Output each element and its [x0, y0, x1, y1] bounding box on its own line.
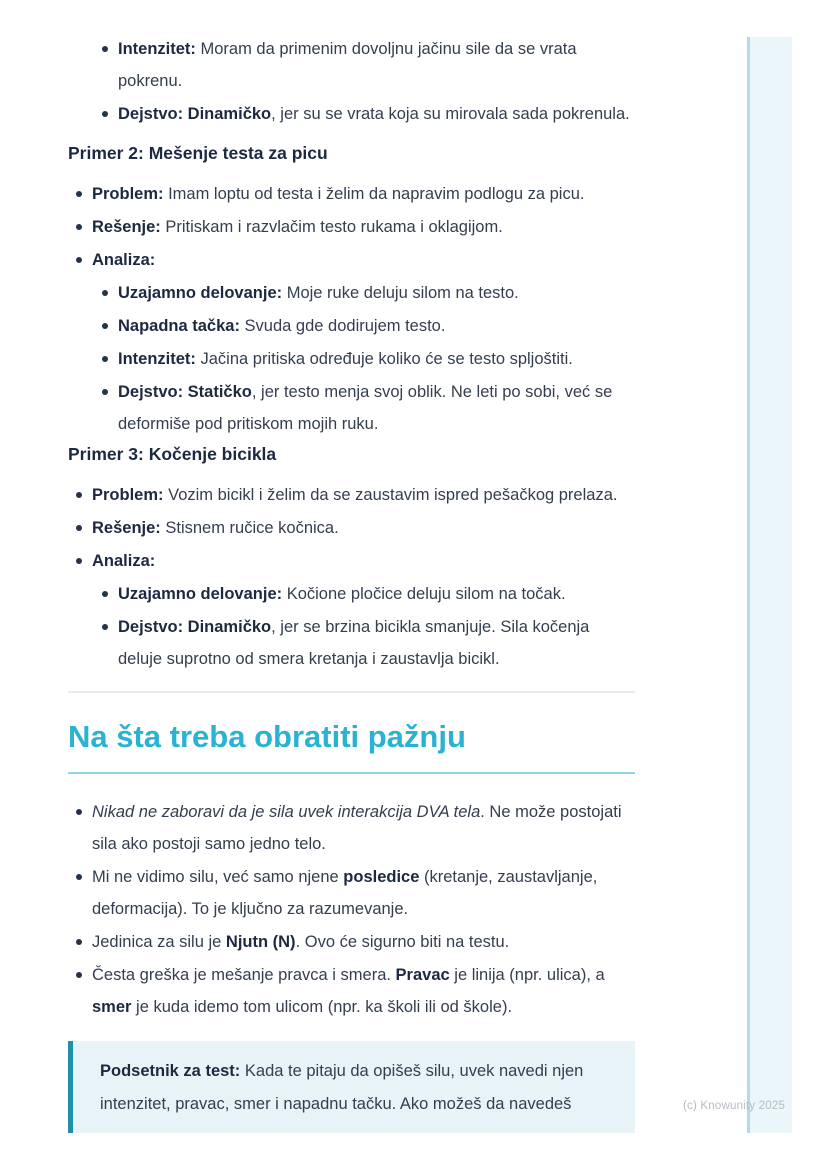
right-accent-band	[750, 37, 792, 1133]
attention-heading: Na šta treba obratiti pažnju	[68, 717, 635, 774]
list-item-text	[92, 868, 597, 918]
regular-text: Kočione pločice deluju silom na točak.	[282, 585, 566, 603]
regular-text: , jer su se vrata koja su mirovala sada pokrenula.	[271, 105, 630, 123]
bullet-icon	[76, 492, 82, 498]
list-item	[68, 545, 635, 577]
regular-text: Jedinica za silu je	[92, 933, 226, 951]
regular-text: je kuda idemo tom ulicom (npr. ka školi ili od škole).	[131, 998, 513, 1016]
list-item-text	[118, 284, 519, 302]
primer3-list	[68, 479, 635, 675]
regular-text: Imam loptu od testa i želim da napravim podlogu za picu.	[163, 185, 585, 203]
primer2-list	[68, 178, 635, 440]
section-divider	[68, 691, 635, 693]
bullet-icon	[76, 224, 82, 230]
list-item-text	[92, 251, 155, 269]
bullet-icon	[102, 356, 108, 362]
italic-text: Nikad ne zaboravi da je sila uvek interakcija DVA tela	[92, 803, 481, 821]
list-item	[94, 98, 635, 130]
page-content	[68, 33, 635, 1133]
intro-sublist	[68, 33, 635, 130]
list-item	[68, 178, 635, 210]
regular-text: Jačina pritiska određuje koliko će se testo spljoštiti.	[195, 350, 573, 368]
bold-text: Dejstvo: Statičko	[118, 383, 252, 401]
bullet-icon	[102, 323, 108, 329]
watermark: (c) Knowunity 2025	[683, 1100, 786, 1112]
list-item	[68, 926, 635, 958]
list-item-text	[118, 350, 573, 368]
bold-text: Analiza:	[92, 251, 156, 269]
attention-list	[68, 796, 635, 1023]
regular-text: , jer se brzina bicikla smanjuje. Sila kočenja deluje suprotno od smera kretanja i zaustavlja bicikl.	[118, 618, 590, 668]
list-item-text	[92, 519, 339, 537]
list-item	[94, 343, 635, 375]
list-item-text	[92, 966, 605, 1016]
list-item	[68, 244, 635, 276]
bullet-icon	[102, 624, 108, 630]
regular-text: Stisnem ručice kočnica.	[160, 519, 339, 537]
primer2-heading: Primer 2: Mešenje testa za picu	[68, 143, 328, 163]
regular-text: , jer testo menja svoj oblik. Ne leti po sobi, već se deformiše pod pritiskom mojih ruku.	[118, 383, 613, 433]
callout-text: Kada te pitaju da opišeš silu, uvek navedi njen intenzitet, pravac, smer i napadnu tačku. Ako možeš da navedeš	[100, 1062, 584, 1113]
list-item	[68, 861, 635, 925]
bullet-icon	[76, 874, 82, 880]
bullet-icon	[76, 972, 82, 978]
regular-text: Česta greška je mešanje pravca i smera.	[92, 966, 396, 984]
bullet-icon	[76, 525, 82, 531]
bold-text: Uzajamno delovanje:	[118, 284, 283, 302]
bold-text: Dejstvo: Dinamičko	[118, 105, 272, 123]
list-item-text	[118, 383, 612, 433]
list-item	[94, 611, 635, 675]
bullet-icon	[76, 558, 82, 564]
bold-text: Dejstvo: Dinamičko	[118, 618, 272, 636]
bold-text: Rešenje:	[92, 218, 161, 236]
bullet-icon	[76, 191, 82, 197]
bullet-icon	[102, 46, 108, 52]
regular-text: Moram da primenim dovoljnu jačinu sile da se vrata pokrenu.	[118, 40, 577, 90]
bold-text: Uzajamno delovanje:	[118, 585, 283, 603]
list-item-text	[92, 486, 617, 504]
list-item-text	[118, 618, 589, 668]
list-item-text	[92, 803, 622, 853]
callout-box	[68, 1041, 635, 1133]
regular-text: je linija (npr. ulica), a	[449, 966, 605, 984]
list-item-text	[118, 317, 445, 335]
list-item	[94, 376, 635, 440]
list-item	[94, 578, 635, 610]
bullet-icon	[76, 257, 82, 263]
list-item	[68, 959, 635, 1023]
bold-text: Njutn (N)	[225, 933, 296, 951]
bold-text: Napadna tačka:	[118, 317, 240, 335]
bold-text: Intenzitet:	[118, 40, 196, 58]
bold-text: Problem:	[92, 185, 164, 203]
list-item	[94, 310, 635, 342]
callout-title: Podsetnik za test:	[100, 1062, 241, 1080]
list-item	[94, 277, 635, 309]
list-item	[68, 211, 635, 243]
regular-text: . Ovo će sigurno biti na testu.	[295, 933, 510, 951]
list-item-text	[118, 40, 577, 90]
bullet-icon	[102, 591, 108, 597]
list-item	[68, 479, 635, 511]
list-item-text	[118, 585, 566, 603]
bullet-icon	[76, 809, 82, 815]
list-item	[94, 33, 635, 97]
bullet-icon	[76, 939, 82, 945]
regular-text: Pritiskam i razvlačim testo rukama i oklagijom.	[160, 218, 503, 236]
list-item-text	[92, 218, 503, 236]
bold-text: Pravac	[395, 966, 450, 984]
primer3-heading: Primer 3: Kočenje bicikla	[68, 444, 277, 464]
list-item-text	[118, 105, 630, 123]
bold-text: Problem:	[92, 486, 164, 504]
bold-text: posledice	[343, 868, 420, 886]
regular-text: Svuda gde dodirujem testo.	[239, 317, 446, 335]
list-item	[68, 512, 635, 544]
list-item-text	[92, 552, 155, 570]
bold-text: Analiza:	[92, 552, 156, 570]
bullet-icon	[102, 111, 108, 117]
regular-text: Vozim bicikl i želim da se zaustavim ispred pešačkog prelaza.	[163, 486, 618, 504]
bullet-icon	[102, 290, 108, 296]
bold-text: Rešenje:	[92, 519, 161, 537]
list-item	[68, 796, 635, 860]
list-item-text	[92, 933, 509, 951]
bold-text: Intenzitet:	[118, 350, 196, 368]
bold-text: smer	[92, 998, 132, 1016]
regular-text: . Ne može postojati sila ako postoji samo jedno telo.	[92, 803, 622, 853]
list-item-text	[92, 185, 584, 203]
regular-text: (kretanje, zaustavljanje, deformacija). To je ključno za razumevanje.	[92, 868, 598, 918]
regular-text: Mi ne vidimo silu, već samo njene	[92, 868, 344, 886]
regular-text: Moje ruke deluju silom na testo.	[282, 284, 519, 302]
bullet-icon	[102, 389, 108, 395]
